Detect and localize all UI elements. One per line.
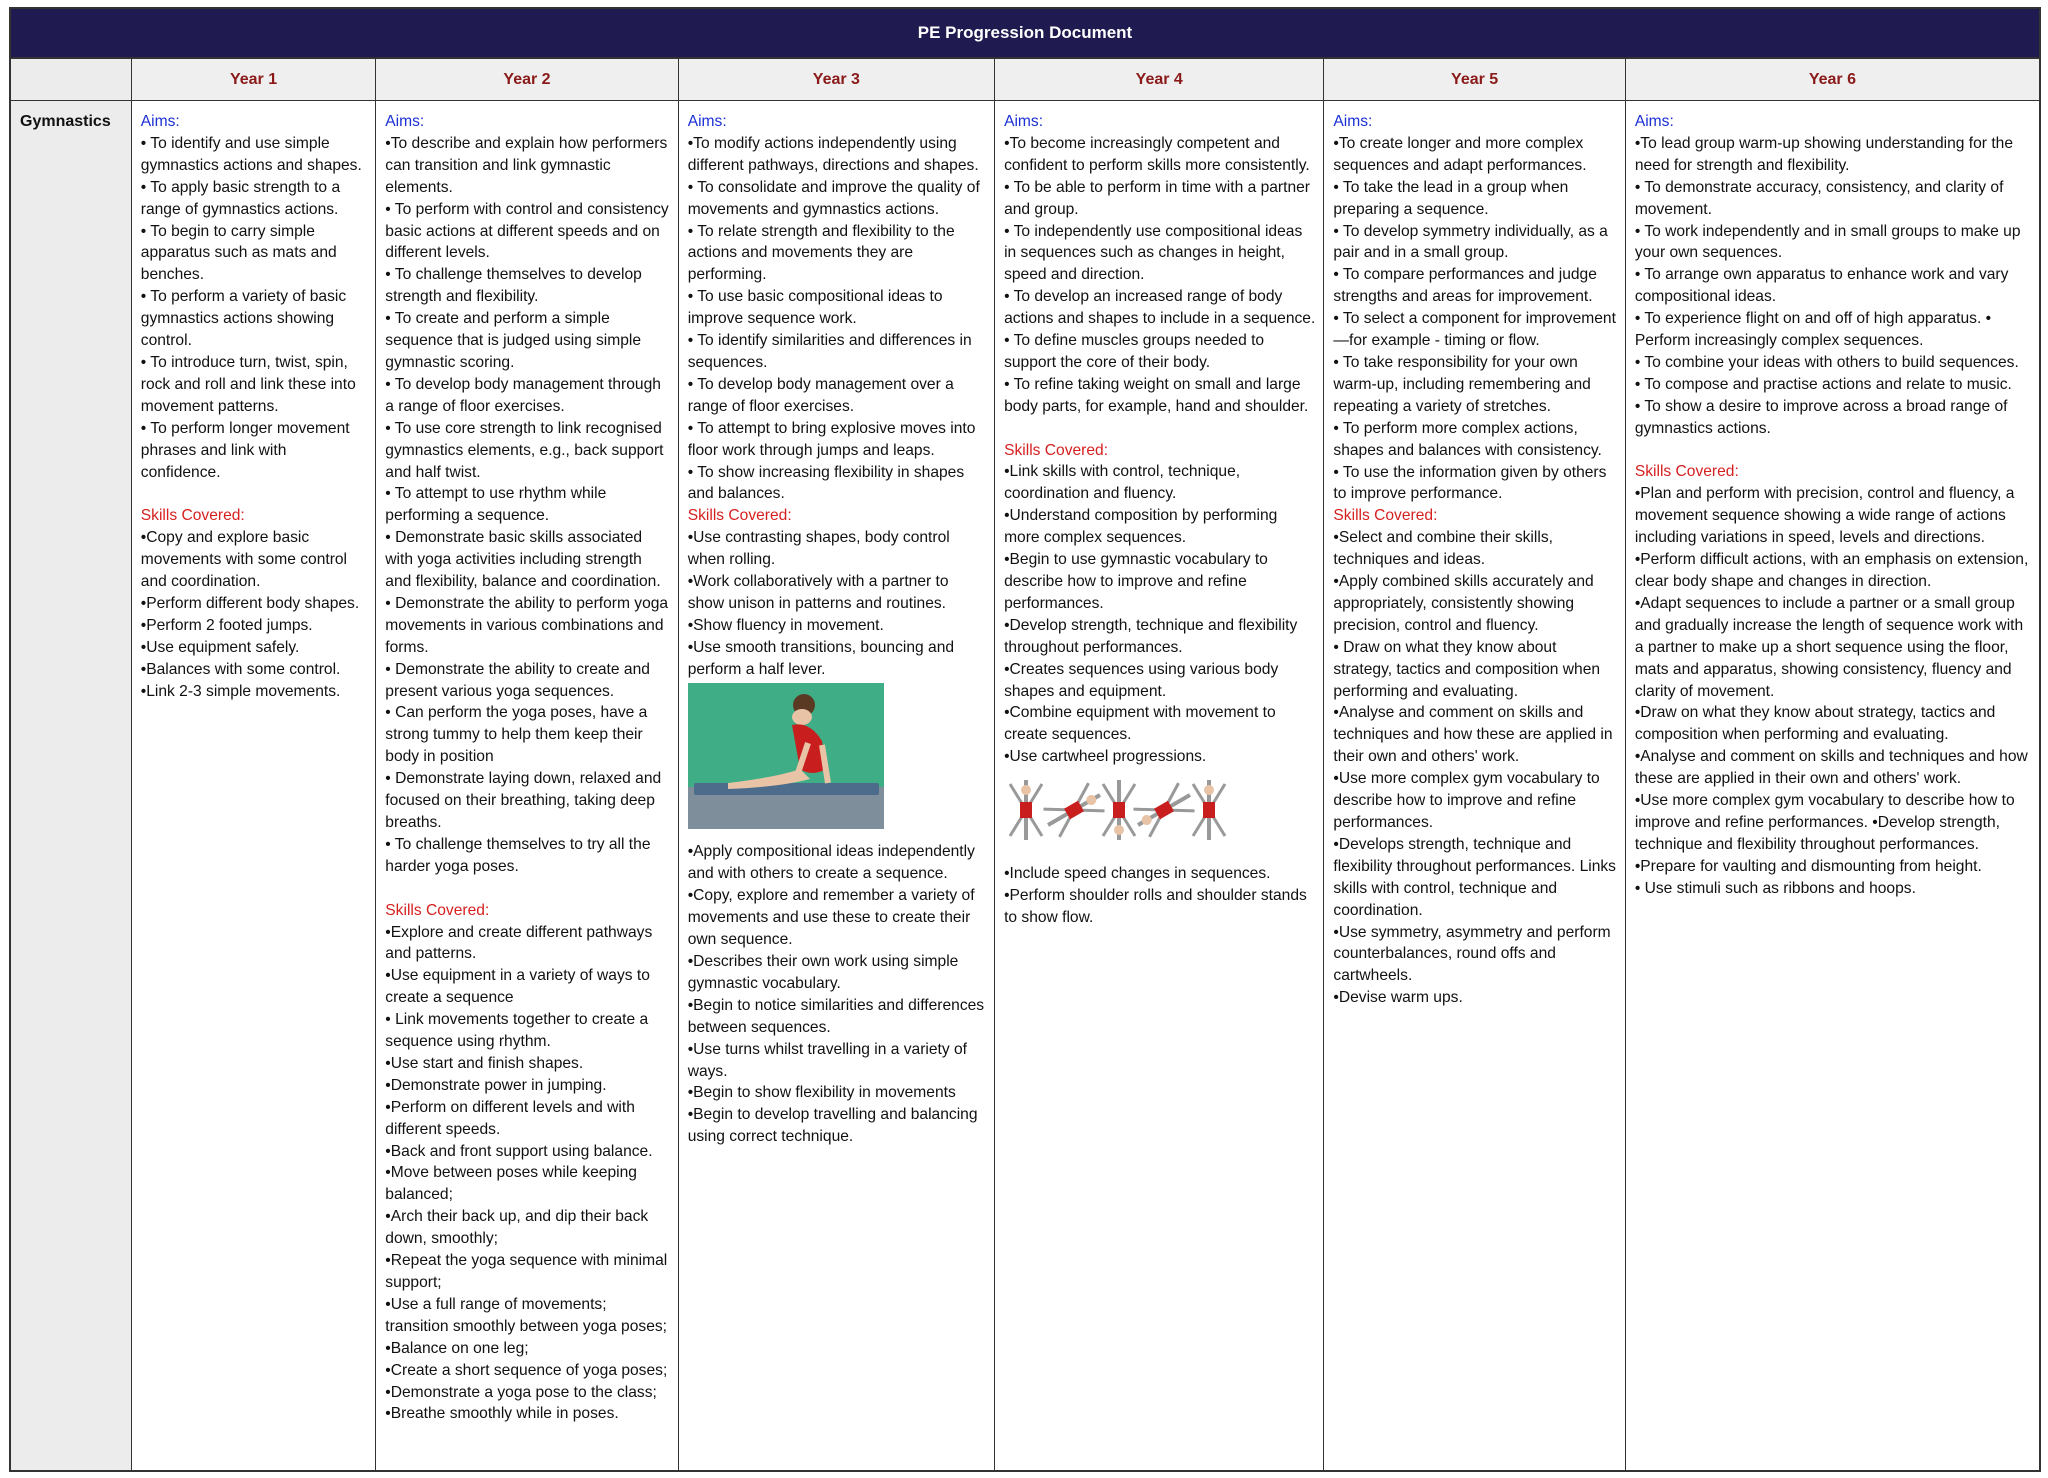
spacer bbox=[1635, 440, 2031, 462]
skills-heading: Skills Covered: bbox=[1634, 463, 1739, 481]
aim-item: • To apply basic strength to a range of gymnastics actions. bbox=[140, 178, 341, 218]
skill-item: •Devise warm ups. bbox=[1333, 989, 1463, 1007]
aim-item: • Demonstrate laying down, relaxed and focused on their breathing, taking deep breaths. bbox=[385, 770, 662, 831]
aim-item: • To attempt to bring explosive moves into floor work through jumps and leaps. bbox=[687, 419, 976, 459]
cartwheel-sequence-icon bbox=[1004, 770, 1234, 850]
aim-item: • To show increasing flexibility in shapes and balances. bbox=[687, 463, 965, 503]
skills-heading: Skills Covered: bbox=[385, 901, 490, 919]
skills-heading: Skills Covered: bbox=[140, 507, 245, 525]
aim-item: • To independently use compositional ideas in sequences such as changes in height, speed and direction. bbox=[1004, 222, 1303, 284]
aim-item: • Demonstrate the ability to perform yoga movements in various combinations and forms. bbox=[385, 594, 669, 656]
skill-item: •Use a full range of movements; transition smoothly between yoga poses; bbox=[385, 1295, 667, 1335]
aim-item: • To show a desire to improve across a broad range of gymnastics actions. bbox=[1634, 397, 2008, 437]
skill-item: •Develop strength, technique and flexibility throughout performances. bbox=[1004, 616, 1298, 656]
aim-item: • To identify and use simple gymnastics actions and shapes. bbox=[140, 134, 362, 174]
skill-item: •Include speed changes in sequences. bbox=[1004, 865, 1271, 883]
aim-item: • To select a component for improvement—for example - timing or flow. bbox=[1333, 310, 1616, 350]
skill-item: •Understand composition by performing more complex sequences. bbox=[1004, 507, 1278, 547]
skills-heading: Skills Covered: bbox=[687, 507, 792, 525]
aim-item: •To become increasingly competent and confident to perform skills more consistently. bbox=[1004, 134, 1310, 174]
aim-item: • To perform more complex actions, shapes and balances with consistency. bbox=[1333, 419, 1602, 459]
skill-item: •Analyse and comment on skills and techniques and how these are applied in their own and others' work. bbox=[1333, 704, 1613, 766]
cartwheel-diagram bbox=[1004, 770, 1315, 857]
skill-item: •Describes their own work using simple gymnastic vocabulary. bbox=[687, 953, 959, 992]
aim-item: • To identify similarities and differences in sequences. bbox=[687, 332, 972, 371]
year-header: Year 2 bbox=[376, 59, 677, 101]
skill-item: •Apply combined skills accurately and appropriately, consistently showing precision, control and fluency. bbox=[1333, 573, 1594, 634]
skill-item: • Link movements together to create a sequence using rhythm. bbox=[385, 1011, 649, 1051]
spacer bbox=[141, 483, 368, 505]
column-content bbox=[679, 101, 994, 1148]
skill-item: •Copy and explore basic movements with some control and coordination. bbox=[140, 529, 348, 591]
skill-item: •Apply compositional ideas independently and with others to create a sequence. bbox=[687, 843, 975, 883]
aim-item: • To challenge themselves to develop strength and flexibility. bbox=[385, 266, 642, 306]
document-title: PE Progression Document bbox=[11, 9, 2039, 59]
skills-heading: Skills Covered: bbox=[1333, 507, 1438, 525]
aim-item: • To use core strength to link recognised gymnastics elements, e.g., back support and half twist. bbox=[385, 419, 664, 481]
skill-item: •Perform shoulder rolls and shoulder stands to show flow. bbox=[1004, 886, 1307, 926]
gymnast-photo bbox=[688, 683, 986, 836]
skill-item: •Repeat the yoga sequence with minimal support; bbox=[385, 1252, 668, 1292]
aims-heading: Aims: bbox=[1004, 113, 1044, 130]
year-header: Year 1 bbox=[132, 59, 376, 101]
aim-item: • To work independently and in small groups to make up your own sequences. bbox=[1634, 222, 2021, 262]
skill-item: •Balance on one leg; bbox=[385, 1339, 529, 1357]
year-6-column bbox=[1626, 59, 2039, 1470]
year-header: Year 4 bbox=[995, 59, 1323, 101]
row-label-header bbox=[11, 59, 131, 101]
aim-item: • To develop an increased range of body actions and shapes to include in a sequence. bbox=[1004, 288, 1316, 328]
skill-item: •Link skills with control, technique, coordination and fluency. bbox=[1004, 463, 1241, 503]
skill-item: •Begin to use gymnastic vocabulary to describe how to improve and refine performances. bbox=[1004, 551, 1268, 612]
skill-item: •Use cartwheel progressions. bbox=[1004, 748, 1207, 766]
column-content bbox=[1324, 101, 1624, 1009]
skill-item: •Balances with some control. bbox=[140, 660, 341, 678]
skill-item: •Use more complex gym vocabulary to describe how to improve and refine performances. bbox=[1333, 770, 1600, 831]
skill-item: •Demonstrate a yoga pose to the class; bbox=[385, 1383, 657, 1401]
aim-item: • To perform a variety of basic gymnastics actions showing control. bbox=[140, 288, 347, 350]
aim-item: • To develop body management over a range of floor exercises. bbox=[687, 375, 954, 415]
skill-item: •Begin to develop travelling and balancing using correct technique. bbox=[687, 1106, 978, 1146]
skill-item: •Use equipment in a variety of ways to create a sequence bbox=[385, 967, 650, 1007]
gymnast-photo-icon bbox=[688, 683, 884, 829]
aim-item: • To take responsibility for your own warm-up, including remembering and repeating a variety of stretches. bbox=[1333, 353, 1591, 415]
skill-item: • Use stimuli such as ribbons and hoops. bbox=[1634, 879, 1916, 897]
skill-item: •Perform on different levels and with different speeds. bbox=[385, 1098, 635, 1138]
aims-heading: Aims: bbox=[687, 113, 727, 130]
spacer bbox=[385, 878, 669, 900]
skill-item: •Breathe smoothly while in poses. bbox=[385, 1405, 619, 1423]
aim-item: • Demonstrate basic skills associated with yoga activities including strength and flexibility, balance and coordination. bbox=[385, 529, 661, 591]
year-2-column bbox=[376, 59, 678, 1470]
skill-item: •Perform different body shapes. bbox=[140, 594, 360, 612]
aim-item: • To demonstrate accuracy, consistency, and clarity of movement. bbox=[1634, 178, 2004, 218]
progression-table bbox=[11, 59, 2039, 1470]
skill-item: •Combine equipment with movement to create sequences. bbox=[1004, 704, 1276, 744]
year-4-column bbox=[995, 59, 1324, 1470]
year-3-column bbox=[679, 59, 995, 1470]
aim-item: • To perform with control and consistency basic actions at different speeds and on different levels. bbox=[385, 200, 669, 262]
aim-item: • To compare performances and judge strengths and areas for improvement. bbox=[1333, 266, 1597, 306]
skill-item: •Move between poses while keeping balanced; bbox=[385, 1164, 637, 1204]
aim-item: • To use the information given by others to improve performance. bbox=[1333, 463, 1607, 503]
aim-item: • Can perform the yoga poses, have a strong tummy to help them keep their body in position bbox=[385, 704, 648, 766]
aim-item: • To develop body management through a range of floor exercises. bbox=[385, 375, 661, 415]
aim-item: • To attempt to use rhythm while performing a sequence. bbox=[385, 485, 607, 525]
aim-item: • To introduce turn, twist, spin, rock and roll and link these into movement patterns. bbox=[140, 353, 356, 415]
skill-item: •Copy, explore and remember a variety of movements and use these to create their own sequence. bbox=[687, 887, 975, 949]
skill-item: •Create a short sequence of yoga poses; bbox=[385, 1361, 668, 1379]
column-content bbox=[132, 101, 376, 702]
aim-item: • To create and perform a simple sequence that is judged using simple gymnastic scoring. bbox=[385, 310, 642, 371]
skill-item: •Work collaboratively with a partner to show unison in patterns and routines. bbox=[687, 573, 949, 612]
skill-item: • Draw on what they know about strategy, tactics and composition when performing and evaluating. bbox=[1333, 638, 1601, 700]
skill-item: •Back and front support using balance. bbox=[385, 1142, 653, 1160]
aim-item: • To use basic compositional ideas to improve sequence work. bbox=[687, 288, 943, 328]
aim-item: • To take the lead in a group when preparing a sequence. bbox=[1333, 178, 1569, 218]
aim-item: • To relate strength and flexibility to the actions and movements they are performing. bbox=[687, 222, 955, 284]
aim-item: • To define muscles groups needed to support the core of their body. bbox=[1004, 332, 1265, 371]
column-content bbox=[1626, 101, 2039, 900]
year-header: Year 5 bbox=[1324, 59, 1624, 101]
skill-item: •Use turns whilst travelling in a variety of ways. bbox=[687, 1040, 968, 1080]
skill-item: •Arch their back up, and dip their back down, smoothly; bbox=[385, 1208, 649, 1248]
progression-document bbox=[9, 7, 2041, 1472]
skill-item: •Use equipment safely. bbox=[140, 638, 300, 656]
aim-item: •To lead group warm-up showing understanding for the need for strength and flexibility. bbox=[1634, 134, 2014, 174]
skill-item: •Use contrasting shapes, body control when rolling. bbox=[687, 529, 950, 569]
aims-heading: Aims: bbox=[1333, 113, 1373, 130]
aim-item: • To challenge themselves to try all the harder yoga poses. bbox=[385, 835, 651, 875]
year-5-column bbox=[1324, 59, 1625, 1470]
aim-item: • To combine your ideas with others to build sequences. bbox=[1634, 353, 2019, 371]
skill-item: •Prepare for vaulting and dismounting from height. bbox=[1634, 857, 1982, 875]
aim-item: • To arrange own apparatus to enhance work and vary compositional ideas. bbox=[1634, 266, 2009, 306]
aim-item: • To be able to perform in time with a partner and group. bbox=[1004, 178, 1310, 218]
aim-item: • To refine taking weight on small and large body parts, for example, hand and shoulder. bbox=[1004, 375, 1309, 415]
skill-item: •Use more complex gym vocabulary to describe how to improve and refine performances. •Develop strength, technique and flexibility throughout performances. bbox=[1634, 792, 2015, 853]
skill-item: •Creates sequences using various body shapes and equipment. bbox=[1004, 660, 1279, 700]
aim-item: • To compose and practise actions and relate to music. bbox=[1634, 375, 2012, 393]
skill-item: •Begin to show flexibility in movements bbox=[687, 1084, 956, 1102]
aim-item: •To create longer and more complex sequences and adapt performances. bbox=[1333, 134, 1587, 174]
row-label-column bbox=[11, 59, 132, 1470]
skill-item: •Show fluency in movement. bbox=[687, 616, 884, 634]
skill-item: •Select and combine their skills, techniques and ideas. bbox=[1333, 529, 1553, 569]
year-header: Year 6 bbox=[1626, 59, 2039, 101]
skill-item: •Plan and perform with precision, control and fluency, a movement sequence showing a wide range of actions including variations in speed, levels and directions. bbox=[1634, 485, 2015, 547]
aim-item: • To experience flight on and off of high apparatus. • Perform increasingly complex sequences. bbox=[1634, 310, 1992, 350]
year-header: Year 3 bbox=[679, 59, 994, 101]
skills-heading: Skills Covered: bbox=[1004, 441, 1109, 459]
skill-item: •Demonstrate power in jumping. bbox=[385, 1076, 607, 1094]
skill-item: •Use smooth transitions, bouncing and perform a half lever. bbox=[687, 638, 955, 678]
aims-heading: Aims: bbox=[1634, 113, 1674, 130]
skill-item: •Begin to notice similarities and differences between sequences. bbox=[687, 996, 985, 1036]
aim-item: • To perform longer movement phrases and link with confidence. bbox=[140, 419, 350, 481]
year-1-column bbox=[132, 59, 377, 1470]
aim-item: • Demonstrate the ability to create and present various yoga sequences. bbox=[385, 660, 650, 700]
spacer bbox=[1004, 418, 1315, 440]
skill-item: •Develops strength, technique and flexibility throughout performances. Links skills with control, technique and coordination. bbox=[1333, 835, 1616, 919]
skill-item: •Use symmetry, asymmetry and perform counterbalances, round offs and cartwheels. bbox=[1333, 923, 1611, 985]
aims-heading: Aims: bbox=[140, 113, 180, 130]
skill-item: •Link 2-3 simple movements. bbox=[140, 682, 341, 700]
aim-item: •To describe and explain how performers can transition and link gymnastic elements. bbox=[385, 134, 668, 196]
aim-item: • To begin to carry simple apparatus such as mats and benches. bbox=[140, 222, 337, 284]
column-content bbox=[995, 101, 1323, 929]
skill-item: •Perform difficult actions, with an emphasis on extension, clear body shape and changes in direction. bbox=[1634, 551, 2029, 591]
aims-heading: Aims: bbox=[385, 113, 425, 130]
skill-item: •Use start and finish shapes. bbox=[385, 1054, 584, 1072]
column-content bbox=[376, 101, 677, 1425]
row-label-gymnastics: Gymnastics bbox=[20, 113, 111, 130]
skill-item: •Draw on what they know about strategy, tactics and composition when performing and evaluating. bbox=[1634, 704, 1996, 744]
skill-item: •Analyse and comment on skills and techniques and how these are applied in their own and others' work. bbox=[1634, 748, 2028, 788]
skill-item: •Adapt sequences to include a partner or a small group and gradually increase the length of sequence work with a partner to make up a short sequence using the floor, mats and apparatus, showing consistency, fluency and clarity of movement. bbox=[1634, 594, 2024, 700]
skill-item: •Perform 2 footed jumps. bbox=[140, 616, 313, 634]
aim-item: • To consolidate and improve the quality of movements and gymnastics actions. bbox=[687, 178, 980, 218]
skill-item: •Explore and create different pathways and patterns. bbox=[385, 923, 653, 963]
aim-item: • To develop symmetry individually, as a pair and in a small group. bbox=[1333, 222, 1608, 262]
aim-item: •To modify actions independently using different pathways, directions and shapes. bbox=[687, 134, 979, 174]
